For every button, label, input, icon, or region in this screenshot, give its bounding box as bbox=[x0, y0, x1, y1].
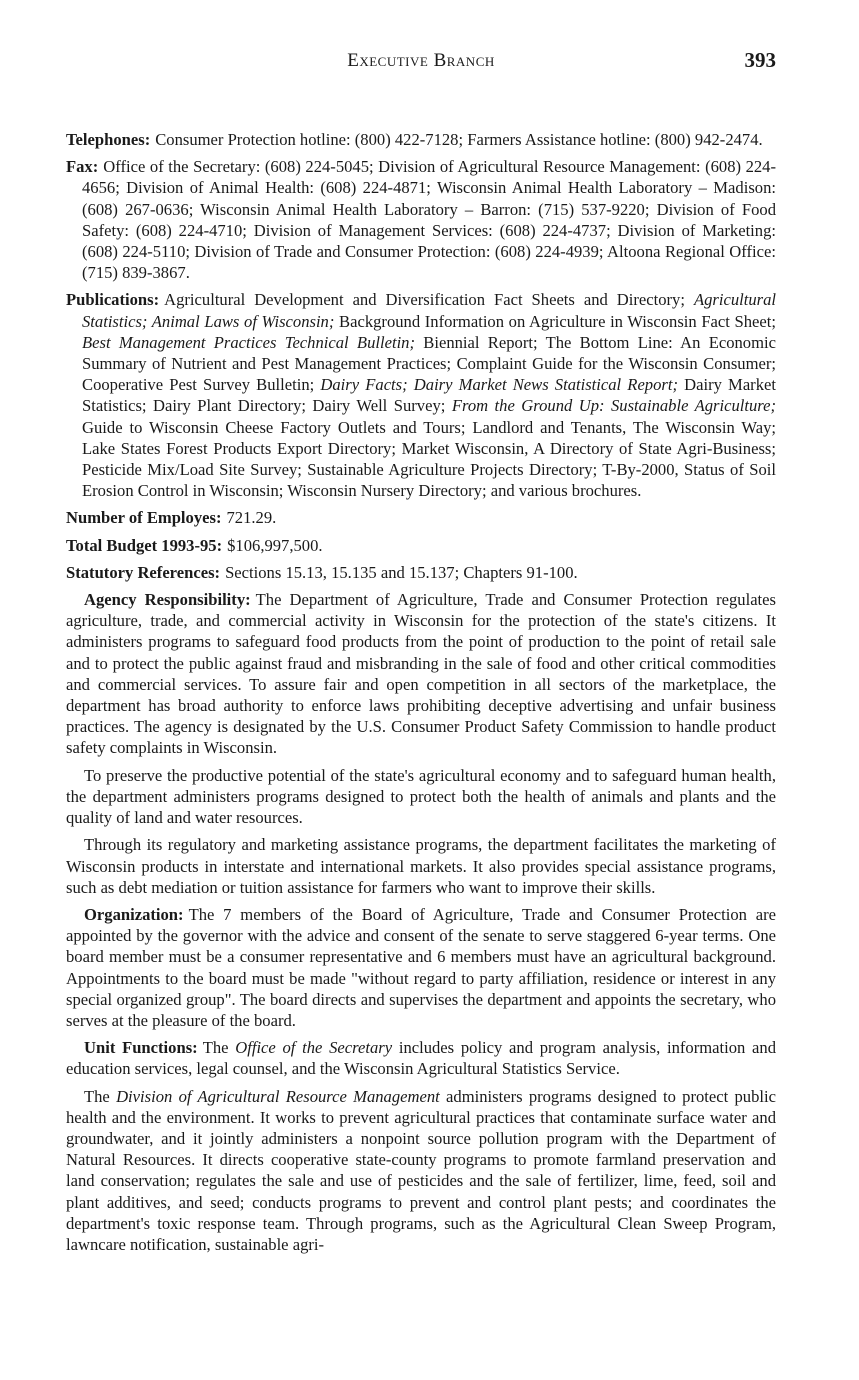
publications-text-1: Agricultural Development and Diversification Fact Sheets and Directory; bbox=[164, 290, 685, 310]
publications-label: Publications: bbox=[66, 290, 160, 310]
page-number: 393 bbox=[744, 48, 776, 72]
employees-entry bbox=[66, 507, 776, 528]
employees-value: 721.29. bbox=[226, 508, 277, 528]
publications-text-4: Dairy Market Statistics; Dairy Plant Directory; Dairy Well Survey; bbox=[82, 375, 776, 416]
publications-entry bbox=[66, 289, 776, 501]
agency-label: Agency Responsibility: bbox=[84, 590, 251, 610]
publications-text-5: Guide to Wisconsin Cheese Factory Outlets and Tours; Landlord and Tenants, The Wisconsin Way; Lake States Forest Products Export Directory; Market Wisconsin, A Directory of State Agri-Business; Pesticide Mix/Load Site Survey; Sustainable Agriculture Projects Directory; T-By-2000, Status of Soil Erosion Control in Wisconsin; Wisconsin Nursery Directory; and various brochures. bbox=[82, 417, 776, 501]
unit-functions-text-2: administers programs designed to protect public health and the environment. It works to prevent agricultural practices that contaminate surface water and groundwater, and it jointly administers a nonpoint source pollution program with the Department of Natural Resources. It directs cooperative state-county programs to promote farmland preservation and land conservation; regulates the sale and use of pesticides and the sale of fertilizer, lime, feed, soil and plant additives, and seed; conducts programs to prevent and control plant pests; and coordinates the department's toxic response team. Through programs, such as the Agricultural Clean Sweep Program, lawncare notification, sustainable agri- bbox=[66, 1086, 776, 1254]
publications-italic-2: Best Management Practices Technical Bulletin; bbox=[82, 332, 415, 352]
budget-entry bbox=[66, 535, 776, 556]
unit-functions-pre-2: The bbox=[84, 1086, 110, 1106]
organization-text: The 7 members of the Board of Agriculture, Trade and Consumer Protection are appointed by the governor with the advice and consent of the senate to serve staggered 6-year terms. One board member must be a consumer representative and 6 members must have an agricultural background. Appointments to the board must be made "without regard to party affiliation, residence or interest in any special organized group". The board directs and supervises the department and appoints the secretary, who serves at the pleasure of the board. bbox=[66, 904, 776, 1030]
agency-paragraph-2: To preserve the productive potential of the state's agricultural economy and to safeguard human health, the department administers programs designed to protect both the health of animals and plants and the quality of land and water resources. bbox=[66, 765, 776, 828]
organization-paragraph bbox=[66, 904, 776, 1031]
page-header bbox=[66, 50, 776, 76]
telephones-entry bbox=[66, 129, 776, 150]
unit-functions-paragraph-2 bbox=[66, 1086, 776, 1256]
fax-text: Office of the Secretary: (608) 224-5045; Division of Agricultural Resource Management: (608) 224-4656; Division of Animal Health: (608) 224-4871; Wisconsin Animal Health Laboratory – Madison: (608) 267-0636; Wisconsin Animal Health Laboratory – Barron: (715) 537-9220; Division of Food Safety: (608) 224-4710; Division of Management Services: (608) 224-4737; Division of Marketing: (608) 224-5110; Division of Trade and Consumer Protection: (608) 224-4939; Altoona Regional Office: (715) 839-3867. bbox=[82, 157, 776, 283]
telephones-text: Consumer Protection hotline: (800) 422-7128; Farmers Assistance hotline: (800) 942-2474. bbox=[155, 130, 763, 149]
budget-value: $106,997,500. bbox=[227, 535, 323, 555]
unit-functions-paragraph-1 bbox=[66, 1037, 776, 1079]
fax-entry bbox=[66, 156, 776, 283]
publications-text-2: Background Information on Agriculture in Wisconsin Fact Sheet; bbox=[339, 311, 777, 331]
unit-functions-pre-1: The bbox=[202, 1038, 229, 1058]
publications-text-3: Biennial Report; The Bottom Line: An Economic Summary of Nutrient and Pest Management Practices; Complaint Guide for the Wisconsin Consumer; Cooperative Pest Survey Bulletin; bbox=[82, 332, 776, 395]
statutory-entry bbox=[66, 562, 776, 583]
agency-paragraph-1 bbox=[66, 589, 776, 759]
publications-italic-1: Agricultural Statistics; Animal Laws of Wisconsin; bbox=[82, 290, 777, 331]
publications-italic-3: Dairy Facts; Dairy Market News Statistical Report; bbox=[320, 375, 678, 395]
unit-functions-text-1: includes policy and program analysis, information and education services, legal counsel, and the Wisconsin Agricultural Statistics Service. bbox=[66, 1038, 777, 1079]
unit-functions-label: Unit Functions: bbox=[84, 1038, 198, 1058]
statutory-text: Sections 15.13, 15.135 and 15.137; Chapters 91-100. bbox=[225, 562, 578, 582]
budget-label: Total Budget 1993-95: bbox=[66, 535, 223, 555]
body-text bbox=[66, 129, 776, 1255]
telephones-label: Telephones: bbox=[66, 130, 151, 149]
organization-label: Organization: bbox=[84, 904, 184, 924]
employees-label: Number of Employes: bbox=[66, 508, 222, 528]
agency-paragraph-3: Through its regulatory and marketing assistance programs, the department facilitates the marketing of Wisconsin products in interstate and international markets. It also provides special assistance programs, such as debt mediation or tuition assistance for farmers who want to improve their skills. bbox=[66, 835, 776, 897]
agency-text-1: The Department of Agriculture, Trade and Consumer Protection regulates agriculture, trade, and commercial activity in Wisconsin for the protection of the state's citizens. It administers programs to safeguard food products from the point of production to the point of retail sale and to protect the public against fraud and misbranding in the sale of food and other critical commodities and commercial services. To assure fair and open competition in all sectors of the marketplace, the department has broad authority to enforce laws prohibiting deceptive advertising and unfair business practices. The agency is designated by the U.S. Consumer Product Safety Commission to handle product safety complaints in Wisconsin. bbox=[66, 590, 776, 758]
publications-italic-4: From the Ground Up: Sustainable Agriculture; bbox=[451, 396, 777, 416]
statutory-label: Statutory References: bbox=[66, 562, 221, 582]
office-of-secretary-italic: Office of the Secretary bbox=[235, 1038, 393, 1058]
fax-label: Fax: bbox=[66, 157, 99, 177]
division-arm-italic: Division of Agricultural Resource Management bbox=[116, 1086, 440, 1106]
running-head: Executive Branch bbox=[347, 50, 495, 71]
